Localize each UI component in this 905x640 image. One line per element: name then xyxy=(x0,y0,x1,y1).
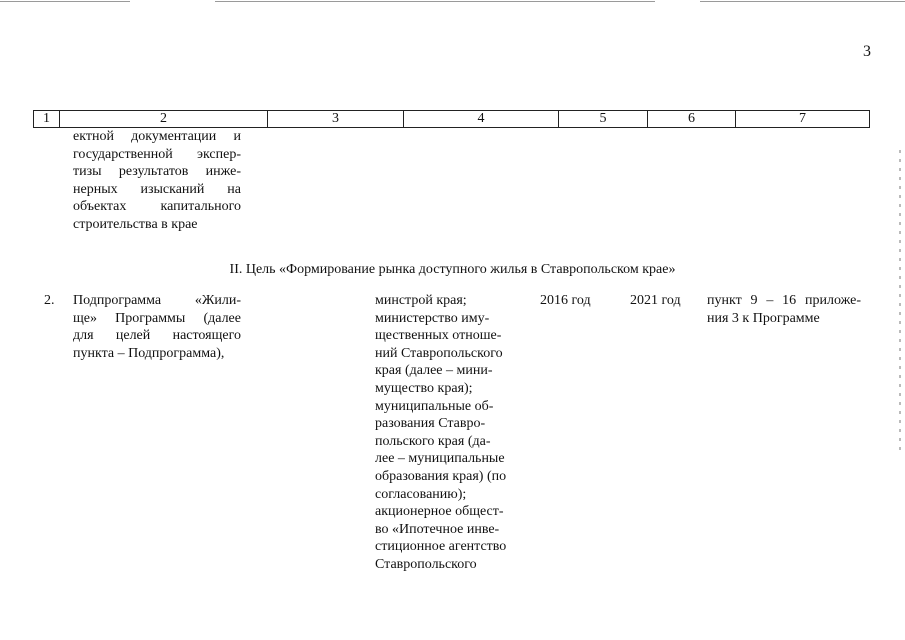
text-line: ния 3 к Программе xyxy=(707,310,820,326)
end-year: 2021 год xyxy=(630,293,681,308)
text-line: объектах капитального xyxy=(73,199,241,215)
text-line: согласованию); xyxy=(375,486,467,502)
text-line: акционерное общест- xyxy=(375,504,504,520)
text-line: Ставропольского xyxy=(375,556,477,572)
text-line: разования Ставро- xyxy=(375,416,486,432)
reference-cell-text xyxy=(707,292,861,327)
text-line: нерных изысканий на xyxy=(73,181,241,197)
text-line: министерство иму- xyxy=(375,310,490,326)
text-line: стиционное агентство xyxy=(375,539,507,555)
text-line: ний Ставропольского xyxy=(375,345,503,361)
text-line: ще» Программы (далее xyxy=(73,310,241,326)
scan-artifact-line xyxy=(0,1,130,2)
page-number: 3 xyxy=(863,43,871,60)
text-line: пункт 9 – 16 приложе- xyxy=(707,293,861,308)
table-header-cell: 1 xyxy=(34,111,60,127)
text-line: мущество края); xyxy=(375,380,473,396)
row-number: 2. xyxy=(44,293,55,308)
table-header-cell: 5 xyxy=(559,111,648,127)
text-line: государственной экспер- xyxy=(73,146,241,162)
text-line: строительства в крае xyxy=(73,216,198,232)
text-line: края (далее – мини- xyxy=(375,363,493,379)
continuation-cell-text xyxy=(73,128,241,234)
table-header-cell: 3 xyxy=(268,111,404,127)
text-line: во «Ипотечное инве- xyxy=(375,521,500,537)
table-header-cell: 7 xyxy=(799,111,806,126)
text-line: муниципальные об- xyxy=(375,398,494,414)
text-line: польского края (да- xyxy=(375,433,491,449)
text-line: Подпрограмма «Жили- xyxy=(73,293,241,308)
section-heading: II. Цель «Формирование рынка доступного жилья в Ставропольском крае» xyxy=(229,262,676,277)
responsible-cell-text xyxy=(375,292,525,574)
text-line: пункта – Подпрограмма), xyxy=(73,345,225,361)
text-line: минстрой края; xyxy=(375,293,467,308)
text-line: тизы результатов инже- xyxy=(73,164,241,180)
table-header-cell: 2 xyxy=(60,111,268,127)
text-line: для целей настоящего xyxy=(73,328,241,344)
text-line: ектной документации и xyxy=(73,129,241,144)
program-cell-text xyxy=(73,292,241,362)
text-line: образования края) (по xyxy=(375,468,507,484)
table-header-row xyxy=(33,110,870,128)
start-year: 2016 год xyxy=(540,293,591,308)
scan-artifact-line xyxy=(700,1,905,2)
table-header-cell: 6 xyxy=(648,111,736,127)
table-header-cell: 4 xyxy=(404,111,559,127)
text-line: лее – муниципальные xyxy=(375,451,505,467)
scan-artifact-edge xyxy=(899,150,901,450)
text-line: щественных отноше- xyxy=(375,328,502,344)
scan-artifact-line xyxy=(215,1,655,2)
